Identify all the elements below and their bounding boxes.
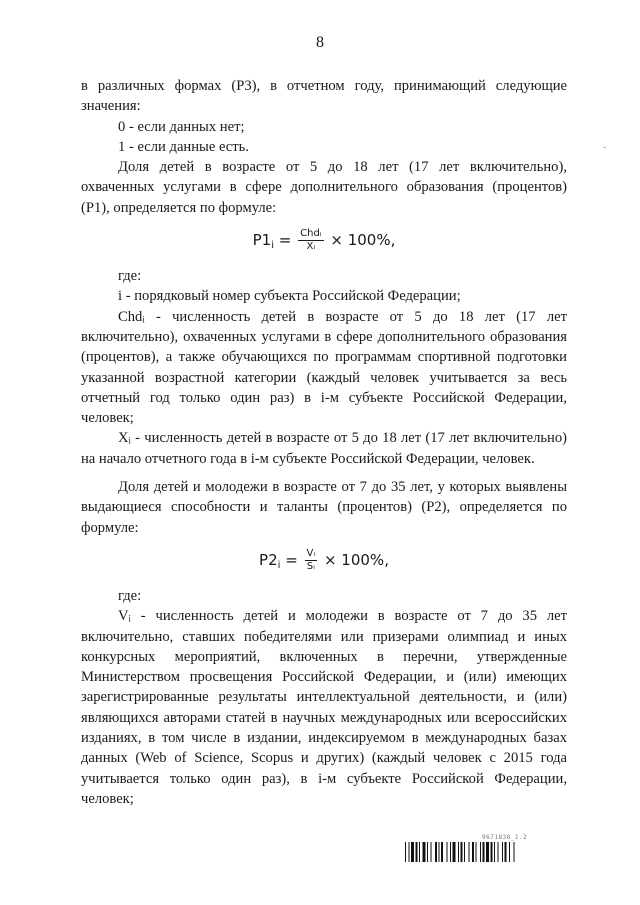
formula-p2-lhs: P2 [259, 550, 278, 569]
definition-x: Xᵢ - численность детей в возрасте от 5 до 18 лет (17 лет включительно) на начало отчетного года в i-м субъекте Российской Федерации, человек. [81, 430, 567, 467]
barcode-icon [405, 842, 565, 862]
margin-mark [603, 147, 606, 148]
paragraph-p2-intro: Доля детей и молодежи в возрасте от 7 до 35 лет, у которых выявлены выдающиеся способности и таланты (процентов) (Р2), определяется по формуле: [81, 479, 567, 536]
where-label-2: где: [118, 587, 142, 604]
option-one: 1 - если данные есть. [118, 138, 249, 155]
formula-p1-numerator: Chdᵢ [300, 228, 322, 240]
document-body [81, 76, 567, 809]
formula-p1-fraction [298, 228, 323, 253]
formula-p2-numerator: Vᵢ [306, 547, 316, 559]
where-label-1: где: [118, 268, 142, 285]
formula-p2-lhs-sub: i [277, 559, 281, 571]
formula-p1-lhs: P1 [252, 231, 272, 250]
formula-p1-eq: = [278, 231, 292, 250]
page-number: 8 [316, 34, 324, 51]
document-stamp: 9671838_1.2 [482, 834, 528, 841]
formula-p2 [81, 548, 567, 576]
formula-p1-tail: × 100%, [330, 231, 396, 250]
definition-v: Vᵢ - численность детей и молодежи в возрасте от 7 до 35 лет включительно, ставших победителями или призерами олимпиад и иных конкурсных мероприятий, включенных в перечни, утвержденные Министерством просвещения Российской Федерации, и (или) имеющих зарегистрированные результаты интеллектуальной деятельности, и (или) являющихся авторами статей в научных международных или всероссийских изданиях, в том числе в издании, индексируемом в международных базах данных (Web of Science, Scopus и других) (каждый человек с 2015 года учитывается только один раз), в i-м субъекте Российской Федерации, человек; [81, 608, 567, 807]
formula-p1-lhs-sub: i [271, 240, 274, 252]
formula-p2-denominator: Sᵢ [306, 560, 315, 572]
paragraph-p3-continuation: в различных формах (Р3), в отчетном году, принимающий следующие значения: [81, 78, 567, 115]
formula-p1 [81, 228, 567, 256]
formula-p2-fraction [305, 548, 318, 573]
option-zero: 0 - если данных нет; [118, 118, 245, 135]
formula-p2-tail: × 100%, [323, 550, 389, 569]
definition-chd: Chdᵢ - численность детей в возрасте от 5 до 18 лет (17 лет включительно), охваченных услугами в сфере дополнительного образования (процентов), а также обучающихся по программам спортивной подготовки указанной возрастной категории (каждый человек учитывается за весь отчетный год только один раз) в i-м субъекте Российской Федерации, человек; [81, 308, 567, 427]
formula-p2-eq: = [285, 550, 298, 569]
paragraph-p1-intro: Доля детей в возрасте от 5 до 18 лет (17 лет включительно), охваченных услугами в сфере дополнительного образования (процентов) (Р1), определяется по формуле: [81, 159, 567, 216]
formula-p1-denominator: Xᵢ [306, 241, 316, 253]
definition-i: i - порядковый номер субъекта Российской Федерации; [118, 288, 461, 305]
